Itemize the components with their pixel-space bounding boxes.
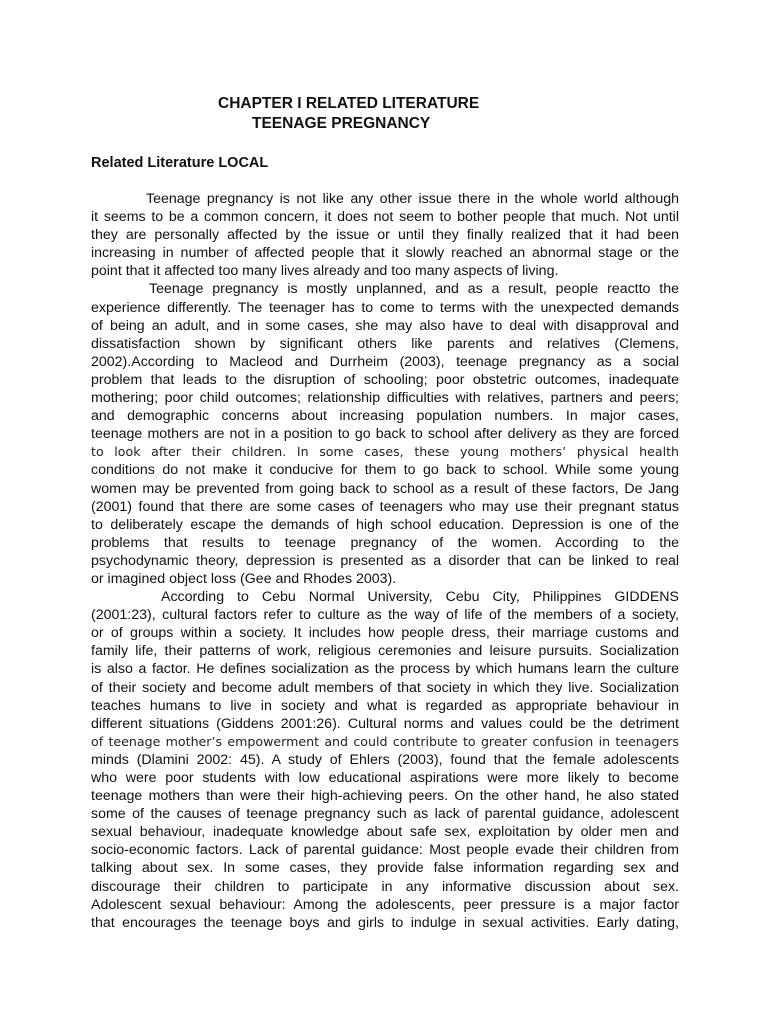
text-line: family life, their patterns of work, religious ceremonies and leisure pursuits. Socialization xyxy=(91,643,679,660)
text-line: Teenage pregnancy is not like any other issue there in the whole world although xyxy=(146,191,679,207)
text-line: According to Cebu Normal University, Cebu City, Philippines GIDDENS xyxy=(161,589,679,606)
text-line: sexual behaviour, inadequate knowledge about safe sex, exploitation by older men and xyxy=(91,824,679,841)
text-line: or of groups within a society. It includes how people dress, their marriage customs and xyxy=(91,625,679,642)
text-line: to deliberately escape the demands of high school education. Depression is one of the xyxy=(91,516,679,533)
title-block xyxy=(0,94,768,134)
text-line: increasing in number of affected people that it slowly reached an abnormal stage or the xyxy=(91,245,679,262)
text-line: teaches humans to live in society and what is regarded as appropriate behaviour in xyxy=(91,697,679,714)
text-line: Adolescent sexual behaviour: Among the adolescents, peer pressure is a major factor xyxy=(91,896,679,913)
text-line: some of the causes of teenage pregnancy such as lack of parental guidance, adolescent xyxy=(91,806,679,823)
text-line: or imagined object loss (Gee and Rhodes 2003). xyxy=(91,570,397,587)
text-line: dissatisfaction shown by significant others like parents and relatives (Clemens, xyxy=(91,335,679,352)
text-line: to look after their children. In some cases, these young mothers’ physical health xyxy=(91,444,679,460)
text-line: problem that leads to the disruption of schooling; poor obstetric outcomes, inadequate xyxy=(91,371,679,388)
chapter-title: CHAPTER I RELATED LITERATURE xyxy=(218,95,480,112)
text-line: of teenage mother’s empowerment and could contribute to greater confusion in teenagers xyxy=(91,733,679,749)
text-line: 2002).According to Macleod and Durrheim (2003), teenage pregnancy as a social xyxy=(91,353,679,370)
chapter-subtitle: TEENAGE PREGNANCY xyxy=(252,115,431,132)
section-heading: Related Literature LOCAL xyxy=(91,155,269,171)
text-line: minds (Dlamini 2002: 45). A study of Ehlers (2003), found that the female adolescents xyxy=(91,751,679,768)
text-line: who were poor students with low educational aspirations were more likely to become xyxy=(91,770,679,786)
text-line: women may be prevented from going back to school as a result of these factors, De Jang xyxy=(91,480,679,497)
text-line: socio-economic factors. Lack of parental guidance: Most people evade their children from xyxy=(91,842,679,859)
text-line: experience differently. The teenager has to come to terms with the unexpected demands xyxy=(91,299,679,316)
text-line: psychodynamic theory, depression is presented as a disorder that can be linked to real xyxy=(91,552,679,569)
text-line: (2001) found that there are some cases of teenagers who may use their pregnant status xyxy=(91,498,679,515)
text-line: Teenage pregnancy is mostly unplanned, and as a result, people reactto the xyxy=(149,281,679,298)
text-line: teenage mothers than were their high-achieving peers. On the other hand, he also stated xyxy=(91,788,679,805)
text-line: point that it affected too many lives already and too many aspects of living. xyxy=(91,263,559,280)
text-line: and demographic concerns about increasing population numbers. In major cases, xyxy=(91,408,679,425)
text-line: different situations (Giddens 2001:26). Cultural norms and values could be the detriment xyxy=(91,715,679,732)
body-text xyxy=(91,190,679,932)
text-line: of being an adult, and in some cases, she may also have to deal with disapproval and xyxy=(91,317,679,334)
text-line: mothering; poor child outcomes; relationship difficulties with relatives, partners and peers; xyxy=(91,390,679,407)
text-line: (2001:23), cultural factors refer to culture as the way of life of the members of a society, xyxy=(91,607,679,624)
text-line: talking about sex. In some cases, they provide false information regarding sex and xyxy=(91,860,679,877)
text-line: teenage mothers are not in a position to go back to school after delivery as they are forced xyxy=(91,426,679,443)
text-line: problems that results to teenage pregnancy of the women. According to the xyxy=(91,534,679,551)
text-line: that encourages the teenage boys and girls to indulge in sexual activities. Early dating, xyxy=(91,914,679,931)
text-line: is also a factor. He defines socialization as the process by which humans learn the culture xyxy=(91,661,679,678)
text-line: they are personally affected by the issue or until they finally realized that it had been xyxy=(91,227,679,244)
text-line: discourage their children to participate in any informative discussion about sex. xyxy=(91,878,679,895)
text-line: of their society and become adult members of that society in which they live. Socialization xyxy=(91,679,679,696)
text-line: conditions do not make it conducive for them to go back to school. While some young xyxy=(91,462,679,479)
text-line: it seems to be a common concern, it does not seem to bother people that much. Not until xyxy=(91,209,679,226)
